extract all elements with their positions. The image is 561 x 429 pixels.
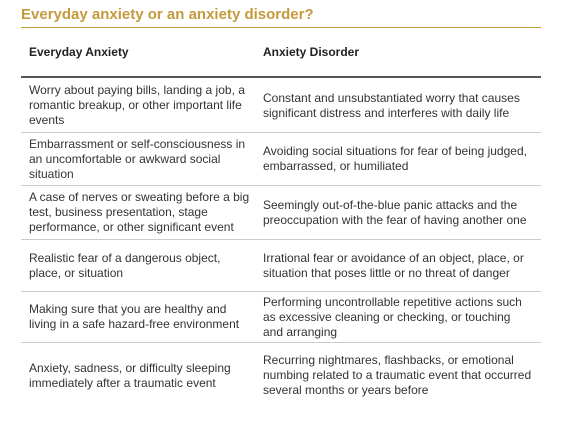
- anxiety-disorder-cell: Seemingly out-of-the-blue panic attacks and the preoccupation with the fear of having another one: [263, 197, 527, 227]
- column-header-everyday-anxiety: Everyday Anxiety: [29, 45, 129, 59]
- comparison-table-body: [21, 79, 541, 408]
- table-row: [21, 185, 541, 239]
- everyday-anxiety-cell: Making sure that you are healthy and living in a safe hazard-free environment: [29, 302, 240, 331]
- everyday-anxiety-cell: A case of nerves or sweating before a big test, business presentation, stage performance, or other significant event: [29, 190, 250, 234]
- column-header-anxiety-disorder: Anxiety Disorder: [263, 45, 360, 59]
- anxiety-disorder-cell: Performing uncontrollable repetitive actions such as excessive cleaning or checking, or touching and arranging: [263, 294, 522, 339]
- table-row: [21, 239, 541, 291]
- anxiety-disorder-cell: Recurring nightmares, flashbacks, or emotional numbing related to a traumatic event that occurred several months or years before: [263, 353, 532, 397]
- table-row: [21, 79, 541, 132]
- everyday-anxiety-cell: Embarrassment or self-consciousness in an uncomfortable or awkward social situation: [29, 136, 246, 181]
- anxiety-disorder-cell: Avoiding social situations for fear of being judged, embarrassed, or humiliated: [263, 144, 527, 173]
- everyday-anxiety-cell: Realistic fear of a dangerous object, place, or situation: [29, 250, 221, 280]
- anxiety-disorder-cell: Constant and unsubstantiated worry that causes significant distress and interferes with daily life: [263, 90, 520, 120]
- everyday-anxiety-cell: Worry about paying bills, landing a job, a romantic breakup, or other important life events: [29, 83, 245, 127]
- table-row: [21, 291, 541, 342]
- anxiety-disorder-cell: Irrational fear or avoidance of an object, place, or situation that poses little or no threat of danger: [263, 250, 524, 280]
- table-row: [21, 342, 541, 408]
- table-row: [21, 132, 541, 185]
- page-title: Everyday anxiety or an anxiety disorder?: [21, 6, 314, 23]
- everyday-anxiety-cell: Anxiety, sadness, or difficulty sleeping immediately after a traumatic event: [29, 360, 231, 390]
- table-header: [21, 28, 541, 78]
